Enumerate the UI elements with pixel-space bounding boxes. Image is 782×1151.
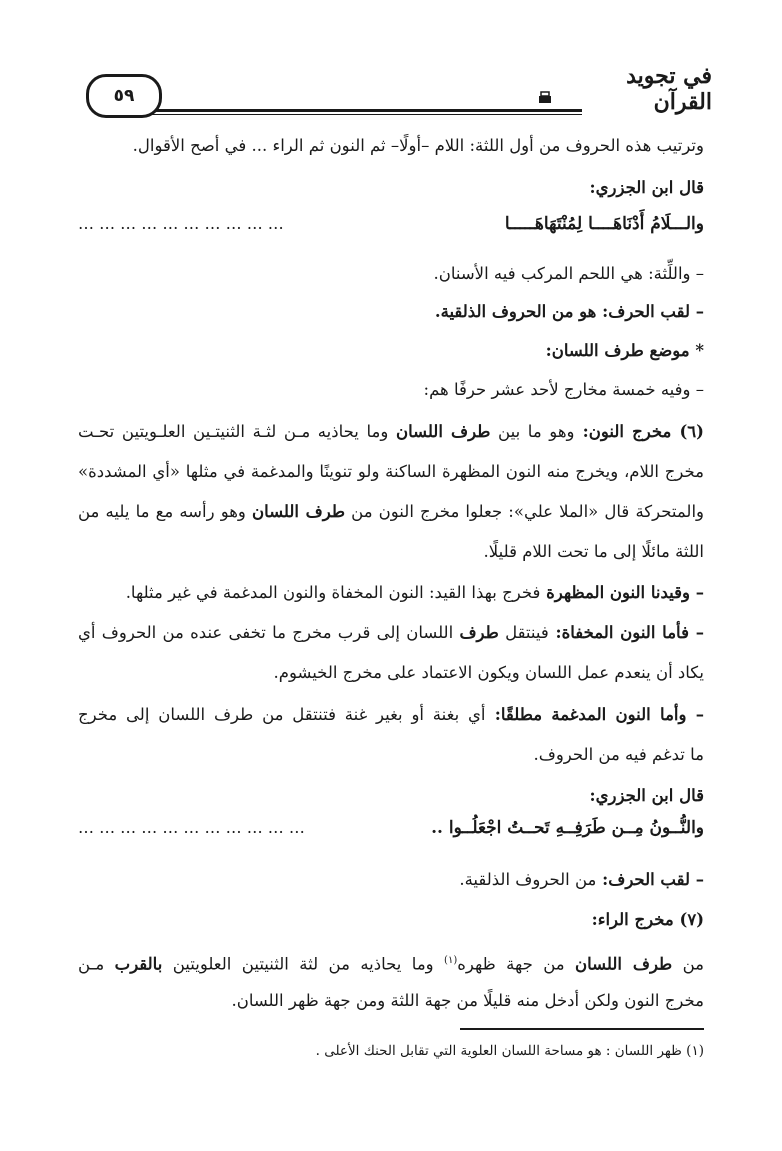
bold-text: طرف اللسان: [575, 954, 673, 974]
paragraph-line: يكاد أن ينعدم عمل اللسان ويكون الاعتماد على مخرج الخيشوم.: [273, 663, 704, 682]
bold-text: بالقرب: [114, 954, 163, 974]
bold-text: – لقب الحرف:: [596, 870, 704, 889]
book-title: في تجويد القرآن: [626, 63, 712, 115]
definition-line: [78, 300, 704, 324]
bold-text: – وقيدنا النون المظهرة: [540, 583, 704, 602]
bold-text: طرف: [459, 623, 499, 642]
paragraph-line: وترتيب هذه الحروف من أول اللثة: اللام –أولًا– ثم النون ثم الراء ... في أصح الأقوال.: [132, 136, 704, 155]
text-span: والمتحركة قال «الملا علي»: جعلوا مخرج النون من: [344, 502, 705, 521]
bold-text: طرف اللسان: [252, 502, 345, 521]
bold-text: – فأما النون المخفاة:: [548, 623, 704, 642]
header-rule-thin: [142, 114, 582, 115]
text-span: وما يحاذيه من لثة الثنيتين العلويتين: [162, 954, 445, 974]
bold-text: طرف اللسان: [395, 422, 491, 441]
footnote: (١) ظهر اللسان : هو مساحة اللسان العلوية التي تقابل الحنك الأعلى .: [315, 1043, 704, 1059]
definition-line: – واللِّثة: هي اللحم المركب فيه الأسنان.: [433, 264, 704, 283]
footnote-rule: [460, 1028, 704, 1030]
text-span: وهو ما بين: [490, 422, 575, 441]
quote-heading: قال ابن الجزري:: [589, 178, 704, 197]
footnote-marker[interactable]: (١): [444, 955, 458, 966]
paragraph-line: ما تدغم فيه من الحروف.: [533, 745, 704, 764]
paragraph-line: [78, 949, 704, 977]
text-span: مـن: [78, 954, 115, 974]
header-rule: [142, 109, 582, 112]
bold-text: – وأما النون المدغمة مطلقًا:: [485, 705, 705, 724]
verse-ellipsis: … … … … … … … … … … …: [78, 818, 305, 837]
paragraph-line: – وفيه خمسة مخارج لأحد عشر حرفًا هم:: [423, 380, 704, 399]
paragraph-line: [78, 581, 704, 605]
section-heading: * موضع طرف اللسان:: [545, 341, 704, 360]
verse-ellipsis: … … … … … … … … … …: [78, 214, 284, 233]
text-span: من الحروف الذلقية.: [459, 870, 597, 889]
text-span: اللسان إلى قرب مخرج ما تخفى عنده من الحروف أي: [78, 623, 460, 642]
section-heading: (٧) مخرج الراء:: [591, 910, 704, 929]
text-span: أي بغنة أو بغير غنة فتنتقل من طرف اللسان إلى مخرج: [78, 705, 486, 724]
definition-line: [78, 868, 704, 892]
text-span: فينتقل: [498, 623, 549, 642]
paragraph-line: [78, 703, 704, 727]
paragraph-line: مخرج النون ولكن أدخل منه قليلًا من جهة اللثة ومن جهة ظهر اللسان.: [231, 991, 704, 1010]
page-header: [72, 63, 712, 116]
paragraph-line: [78, 500, 704, 524]
text-span: من: [672, 954, 704, 974]
text-span: فخرج بهذا القيد: النون المخفاة والنون المدغمة في غير مثلها.: [125, 583, 541, 602]
quote-heading: قال ابن الجزري:: [589, 786, 704, 805]
bold-text: (٦) مخرج النون:: [574, 422, 704, 441]
book-stand-icon: [538, 90, 552, 104]
text-span: وهو رأسه مع ما يليه من: [78, 502, 253, 521]
text-span: من جهة ظهره: [457, 954, 575, 974]
paragraph-line: اللثة مائلًا إلى ما تحت اللام قليلًا.: [483, 542, 704, 561]
text-span: وما يحاذيه مـن لثـة الثنيتـين العلـويتين تحـت: [78, 422, 396, 441]
page-number: ٥٩: [86, 74, 162, 118]
verse-right: والنُّــونُ مِــن طَرَفِــهِ تَحــتُ اجْعَلُــوا ..: [431, 818, 704, 838]
paragraph-line: [78, 621, 704, 645]
verse-right: والـــلَامُ أَدْنَاهَــــا لِمُنْتَهَاهَـــــا: [504, 214, 704, 234]
paragraph-line: [78, 420, 704, 444]
paragraph-line: مخرج اللام، ويخرج منه النون المظهرة الساكنة ولو تنوينًا والمدغمة في مثلها «أي المشددة»: [78, 462, 704, 481]
bold-text: الحروف الذلقية.: [434, 302, 547, 321]
label-text: – لقب الحرف: هو من: [546, 302, 704, 321]
